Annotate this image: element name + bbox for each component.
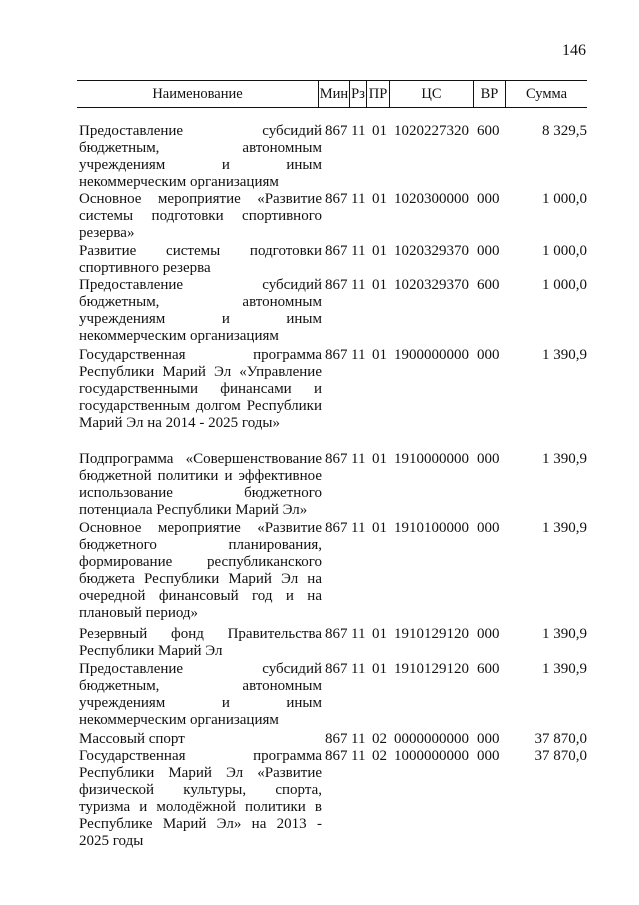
row-pr: 01 [372, 191, 387, 207]
row-sum: 1 390,9 [542, 626, 587, 642]
row-name: Государственная программа Республики Марий Эл «Управление государственными финансами и государственным долгом Республики Марий Эл на 2014 - 2025 годы» [79, 347, 322, 431]
row-pr: 01 [372, 243, 387, 259]
row-vr: 000 [477, 451, 500, 467]
row-vr: 600 [477, 661, 500, 677]
header-cs: ЦС [389, 81, 473, 107]
row-rz: 11 [351, 123, 366, 139]
row-vr: 000 [477, 731, 500, 747]
row-pr: 01 [372, 123, 387, 139]
row-cs: 1910129120 [394, 661, 469, 677]
row-min: 867 [325, 123, 348, 139]
row-rz: 11 [351, 451, 366, 467]
row-sum: 1 390,9 [542, 661, 587, 677]
row-rz: 11 [351, 626, 366, 642]
row-min: 867 [325, 347, 348, 363]
row-name: Государственная программа Республики Марий Эл «Развитие физической культуры, спорта, туризма и молодёжной политики в Республике Марий Эл» на 2013 - 2025 годы [79, 748, 322, 849]
row-cs: 1910100000 [394, 520, 469, 536]
header-vr: ВР [473, 81, 505, 107]
row-min: 867 [325, 731, 348, 747]
row-cs: 0000000000 [394, 731, 469, 747]
table-header [77, 80, 587, 108]
row-name: Предоставление субсидий бюджетным, автономным учреждениям и иным некоммерческим организациям [79, 277, 322, 344]
row-name: Предоставление субсидий бюджетным, автономным учреждениям и иным некоммерческим организациям [79, 661, 322, 728]
row-rz: 11 [351, 277, 366, 293]
row-pr: 01 [372, 451, 387, 467]
row-rz: 11 [351, 191, 366, 207]
row-name: Развитие системы подготовки спортивного резерва [79, 243, 322, 276]
row-rz: 11 [351, 731, 366, 747]
row-pr: 01 [372, 520, 387, 536]
row-cs: 1020300000 [394, 191, 469, 207]
row-min: 867 [325, 661, 348, 677]
row-rz: 11 [351, 347, 366, 363]
row-vr: 000 [477, 520, 500, 536]
row-min: 867 [325, 626, 348, 642]
header-pr: ПР [366, 81, 389, 107]
row-vr: 600 [477, 277, 500, 293]
row-sum: 37 870,0 [534, 748, 587, 764]
row-pr: 02 [372, 731, 387, 747]
row-name: Резервный фонд Правительства Республики Марий Эл [79, 626, 322, 659]
row-cs: 1020329370 [394, 243, 469, 259]
row-sum: 1 390,9 [542, 347, 587, 363]
row-rz: 11 [351, 748, 366, 764]
row-min: 867 [325, 277, 348, 293]
row-name: Основное мероприятие «Развитие системы подготовки спортивного резерва» [79, 191, 322, 241]
row-min: 867 [325, 748, 348, 764]
row-sum: 1 000,0 [542, 277, 587, 293]
row-cs: 1910129120 [394, 626, 469, 642]
row-sum: 1 390,9 [542, 520, 587, 536]
row-vr: 000 [477, 748, 500, 764]
row-cs: 1910000000 [394, 451, 469, 467]
header-rz: Рз [349, 81, 366, 107]
header-min: Мин [318, 81, 349, 107]
row-rz: 11 [351, 243, 366, 259]
row-cs: 1900000000 [394, 347, 469, 363]
header-sum: Сумма [505, 81, 587, 107]
row-vr: 000 [477, 243, 500, 259]
row-sum: 8 329,5 [542, 123, 587, 139]
row-pr: 01 [372, 661, 387, 677]
row-rz: 11 [351, 661, 366, 677]
row-name: Массовый спорт [79, 731, 185, 747]
row-pr: 01 [372, 347, 387, 363]
row-name: Подпрограмма «Совершенствование бюджетной политики и эффективное использование бюджетного потенциала Республики Марий Эл» [79, 451, 322, 518]
row-sum: 1 000,0 [542, 191, 587, 207]
header-name: Наименование [152, 86, 243, 102]
row-sum: 37 870,0 [534, 731, 587, 747]
row-vr: 000 [477, 626, 500, 642]
row-min: 867 [325, 191, 348, 207]
row-vr: 600 [477, 123, 500, 139]
row-pr: 01 [372, 277, 387, 293]
row-rz: 11 [351, 520, 366, 536]
row-min: 867 [325, 520, 348, 536]
row-sum: 1 000,0 [542, 243, 587, 259]
page-number: 146 [562, 42, 586, 59]
row-vr: 000 [477, 191, 500, 207]
row-pr: 02 [372, 748, 387, 764]
row-vr: 000 [477, 347, 500, 363]
row-pr: 01 [372, 626, 387, 642]
row-cs: 1020227320 [394, 123, 469, 139]
row-name: Предоставление субсидий бюджетным, автономным учреждениям и иным некоммерческим организациям [79, 123, 322, 190]
row-name: Основное мероприятие «Развитие бюджетного планирования, формирование республиканского бюджета Республики Марий Эл на очередной финансовый год и на плановый период» [79, 520, 322, 621]
row-cs: 1000000000 [394, 748, 469, 764]
row-min: 867 [325, 243, 348, 259]
row-sum: 1 390,9 [542, 451, 587, 467]
row-cs: 1020329370 [394, 277, 469, 293]
row-min: 867 [325, 451, 348, 467]
